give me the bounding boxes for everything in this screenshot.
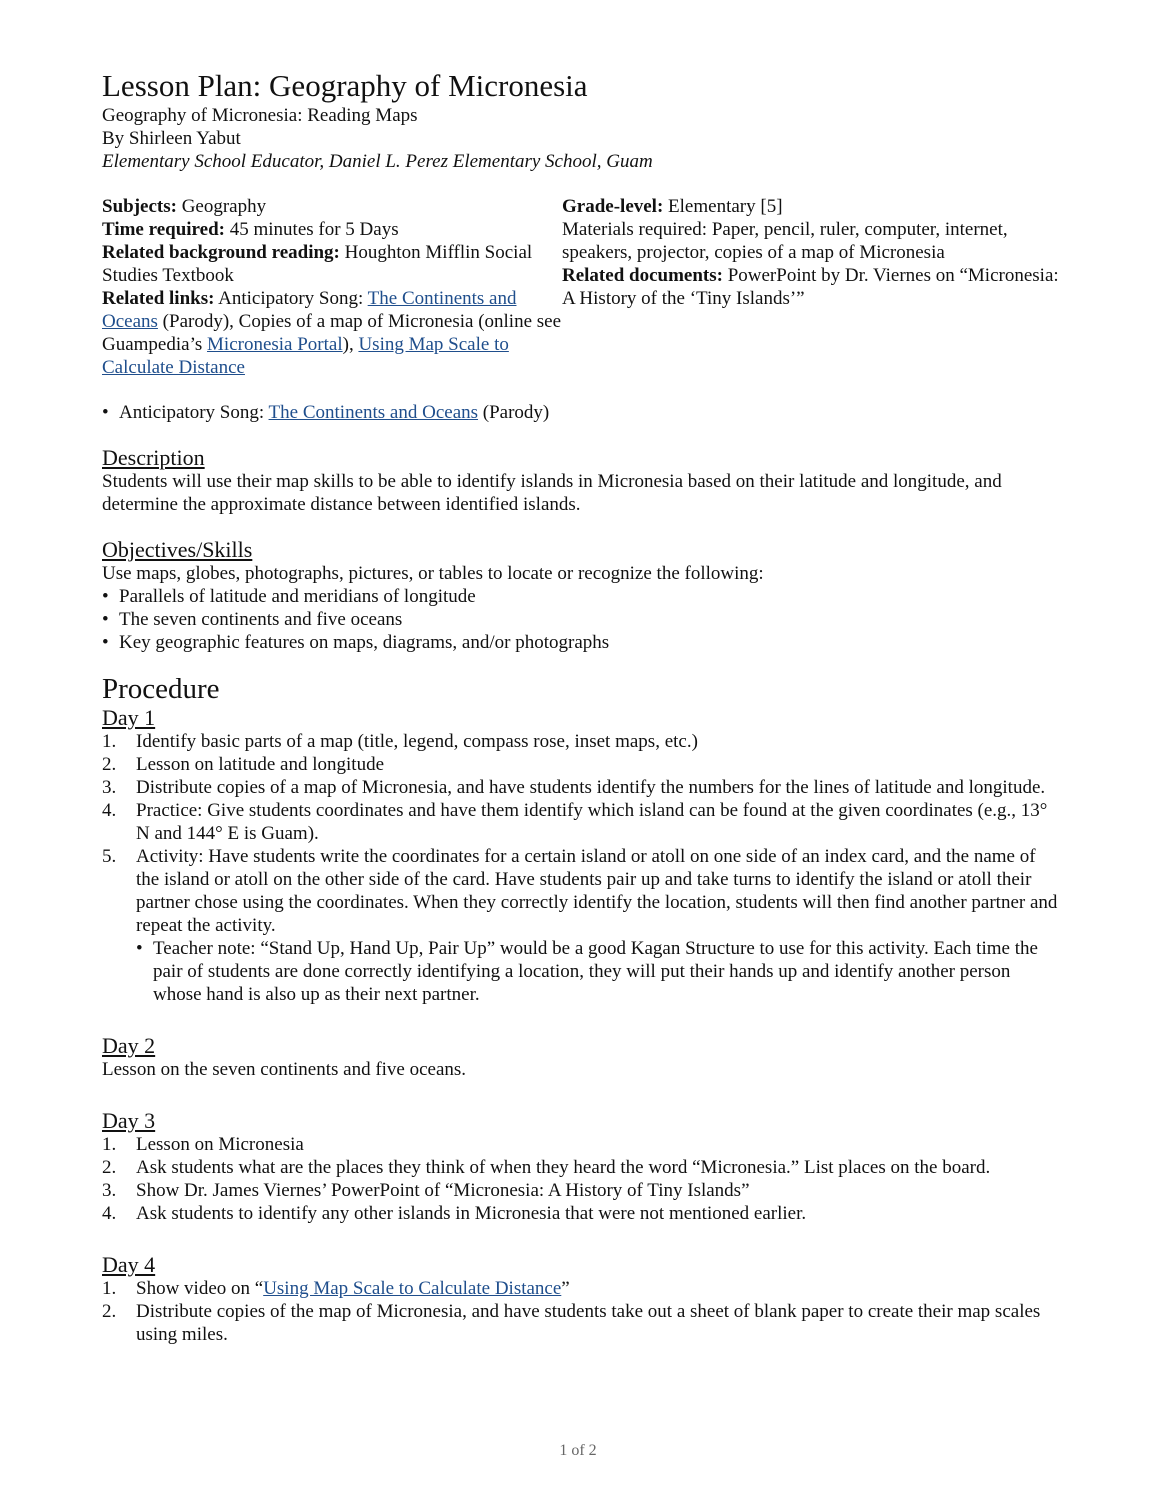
day3-list [102, 1133, 1062, 1225]
list-item: 3. Show Dr. James Viernes’ PowerPoint of “Micronesia: A History of Tiny Islands” [102, 1180, 750, 1201]
objectives-intro: Use maps, globes, photographs, pictures, or tables to locate or recognize the following: [102, 563, 764, 584]
links-sep: ), [342, 334, 359, 355]
subjects-value: Geography [176, 196, 267, 217]
song-link[interactable]: The Continents and Oceans [268, 402, 479, 423]
document-page [102, 68, 1062, 1346]
list-item: 4. Ask students to identify any other islands in Micronesia that were not mentioned earlier. [102, 1203, 807, 1224]
time-label: Time required: [102, 219, 225, 240]
song-pre: Anticipatory Song: [119, 402, 269, 423]
procedure-heading: Procedure [102, 673, 220, 705]
info-columns [102, 195, 1062, 379]
list-item: • The seven continents and five oceans [102, 609, 403, 630]
song-text [119, 401, 549, 424]
subtitle: Geography of Micronesia: Reading Maps [102, 105, 418, 126]
grade-row [562, 195, 1062, 218]
day4-item1: Show video on “Using Map Scale to Calculate Distance” [136, 1278, 570, 1299]
song-bullet-item [102, 401, 1062, 424]
grade-value: Elementary [5] [663, 196, 783, 217]
info-right-column [562, 195, 1062, 379]
bullet-icon: • [102, 632, 109, 653]
list-item: • Key geographic features on maps, diagrams, and/or photographs [102, 632, 610, 653]
day4-list [102, 1277, 1062, 1346]
list-item: 2. Distribute copies of the map of Micronesia, and have students take out a sheet of blank paper to create their map scales using miles. [102, 1301, 1041, 1345]
list-item: 2. Ask students what are the places they think of when they heard the word “Micronesia.” List places on the board. [102, 1157, 991, 1178]
docs-row [562, 264, 1062, 310]
continents-oceans-link[interactable]: The Continents and Oceans [102, 288, 517, 332]
links-row [102, 287, 562, 379]
time-row [102, 218, 562, 241]
time-value: 45 minutes for 5 Days [224, 219, 399, 240]
teacher-note: • Teacher note: “Stand Up, Hand Up, Pair Up” would be a good Kagan Structure to use for this activity. Each time the pair of students are done correctly identifying a location, they will put their hands up and identify another person whose hand is also up as their next partner. [136, 938, 1038, 1005]
page-number: 1 of 2 [559, 1442, 597, 1459]
links-pre: Anticipatory Song: [214, 288, 368, 309]
reading-label: Related background reading: [102, 242, 340, 263]
bullet-icon: • [136, 938, 143, 959]
list-item: • Parallels of latitude and meridians of longitude [102, 586, 476, 607]
objectives-heading: Objectives/Skills [102, 537, 253, 562]
list-item: 5. Activity: Have students write the coordinates for a certain island or atoll on one side of an index card, and the name of the island or atoll on the other side of the card. Have students pair up and take turns to identify the island or atoll their partner chose using the coordinates. When they correctly identify the location, students will then find another partner and repeat the activity. [102, 846, 1058, 936]
day4-heading: Day 4 [102, 1252, 156, 1277]
bullet-icon: • [102, 609, 109, 630]
materials-row: Materials required: Paper, pencil, ruler, computer, internet, speakers, projector, copies of a map of Micronesia [562, 219, 1008, 263]
subjects-label: Subjects: [102, 196, 177, 217]
day1-list [102, 730, 1062, 937]
day2-text: Lesson on the seven continents and five oceans. [102, 1059, 467, 1080]
day3-heading: Day 3 [102, 1108, 156, 1133]
links-mid: (Parody), Copies of a map of Micronesia (online see Guampedia’s [102, 311, 562, 355]
links-label: Related links: [102, 288, 215, 309]
docs-value: PowerPoint by Dr. Viernes on “Micronesia: A History of the ‘Tiny Islands’” [562, 265, 1059, 309]
description-heading: Description [102, 445, 205, 470]
list-item: 1. Identify basic parts of a map (title, legend, compass rose, inset maps, etc.) [102, 731, 698, 752]
list-item: 1. Show video on “Using Map Scale to Calculate Distance” [102, 1278, 570, 1299]
map-scale-link[interactable]: Using Map Scale to Calculate Distance [102, 334, 509, 378]
list-item: 4. Practice: Give students coordinates and have them identify which island can be found at the given coordinates (e.g., 13° N and 144° E is Guam). [102, 800, 1048, 844]
song-post: (Parody) [478, 402, 550, 423]
description-text: Students will use their map skills to be able to identify islands in Micronesia based on their latitude and longitude, and determine the approximate distance between identified islands. [102, 471, 1002, 515]
subjects-row [102, 195, 562, 218]
grade-label: Grade-level: [562, 196, 664, 217]
day1-heading: Day 1 [102, 705, 156, 730]
day2-heading: Day 2 [102, 1033, 156, 1058]
reading-value: Houghton Mifflin Social Studies Textbook [102, 242, 533, 286]
micronesia-portal-link[interactable]: Micronesia Portal [207, 334, 343, 355]
bullet-icon: • [102, 402, 109, 423]
list-item: 3. Distribute copies of a map of Micronesia, and have students identify the numbers for the lines of latitude and longitude. [102, 777, 1046, 798]
affiliation: Elementary School Educator, Daniel L. Perez Elementary School, Guam [102, 151, 653, 172]
list-item: 2. Lesson on latitude and longitude [102, 754, 385, 775]
page-title: Lesson Plan: Geography of Micronesia [102, 68, 588, 103]
author: By Shirleen Yabut [102, 128, 241, 149]
docs-label: Related documents: [562, 265, 723, 286]
reading-row [102, 241, 562, 287]
objectives-list [102, 585, 1062, 654]
bullet-icon: • [102, 586, 109, 607]
info-left-column [102, 195, 562, 379]
list-item: 1. Lesson on Micronesia [102, 1134, 304, 1155]
map-scale-video-link[interactable]: Using Map Scale to Calculate Distance [263, 1278, 562, 1299]
